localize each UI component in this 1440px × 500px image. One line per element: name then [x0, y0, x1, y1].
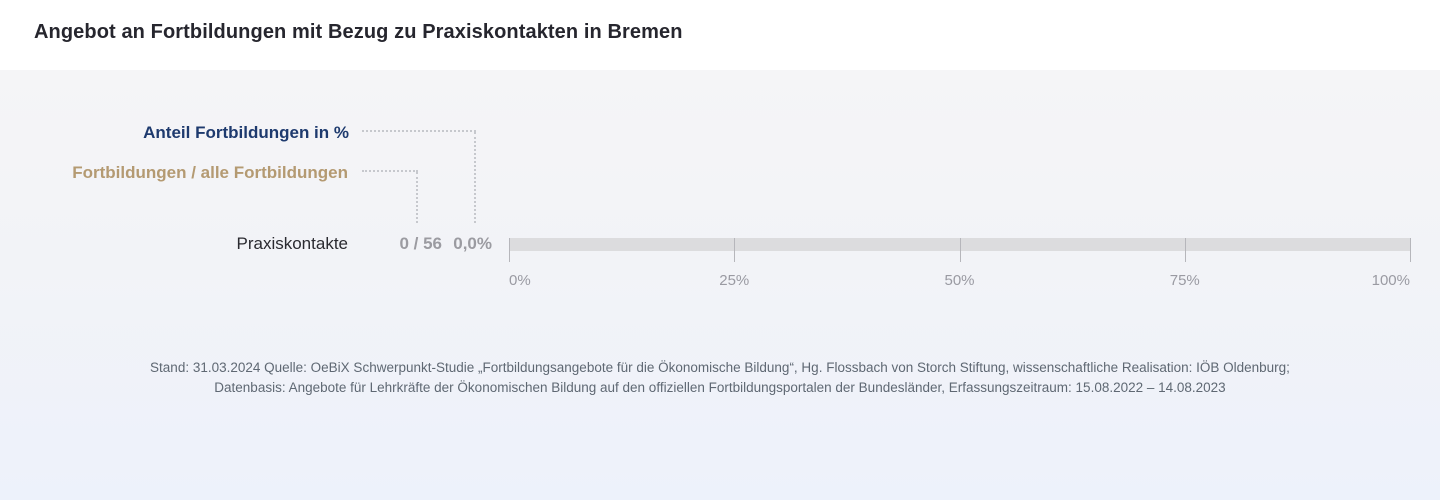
axis-tick-100: [1410, 238, 1411, 262]
legend-percent-label: Anteil Fortbildungen in %: [143, 123, 349, 142]
header: [0, 0, 1440, 70]
axis-tick-label-0: 0%: [509, 272, 531, 289]
ratio-value: 0 / 56: [399, 234, 442, 253]
axis-tick-75: [1185, 238, 1186, 262]
source-note-line-2: Datenbasis: Angebote für Lehrkräfte der Ökonomischen Bildung auf den offiziellen Fortbildungsportalen der Bundesländer, Erfassungszeitraum: 15.08.2022 – 14.08.2023: [214, 380, 1226, 395]
axis-tick-label-100: 100%: [1371, 272, 1410, 289]
legend-ratio-label: Fortbildungen / alle Fortbildungen: [72, 163, 348, 182]
axis-tick-label-75: 75%: [1169, 272, 1200, 289]
axis-tick-0: [509, 238, 510, 262]
source-note-line-1: Stand: 31.03.2024 Quelle: OeBiX Schwerpunkt-Studie „Fortbildungsangebote für die Ökonomische Bildung“, Hg. Flossbach von Storch Stiftung, wissenschaftliche Realisation: IÖB Oldenburg;: [150, 360, 1290, 375]
source-note: [0, 358, 1440, 398]
bar-chart: [509, 238, 1410, 298]
leader-line-percent-horizontal: [362, 130, 476, 132]
axis-tick-50: [960, 238, 961, 262]
percent-value: 0,0%: [453, 234, 492, 253]
axis-tick-25: [734, 238, 735, 262]
axis-tick-label-25: 25%: [719, 272, 750, 289]
leader-line-ratio-vertical: [416, 172, 418, 223]
chart-area: [0, 70, 1440, 500]
leader-line-ratio-horizontal: [362, 170, 418, 172]
leader-line-percent-vertical: [474, 132, 476, 223]
category-label: Praxiskontakte: [236, 234, 348, 253]
page-title: Angebot an Fortbildungen mit Bezug zu Praxiskontakten in Bremen: [34, 21, 683, 43]
axis-tick-label-50: 50%: [944, 272, 975, 289]
